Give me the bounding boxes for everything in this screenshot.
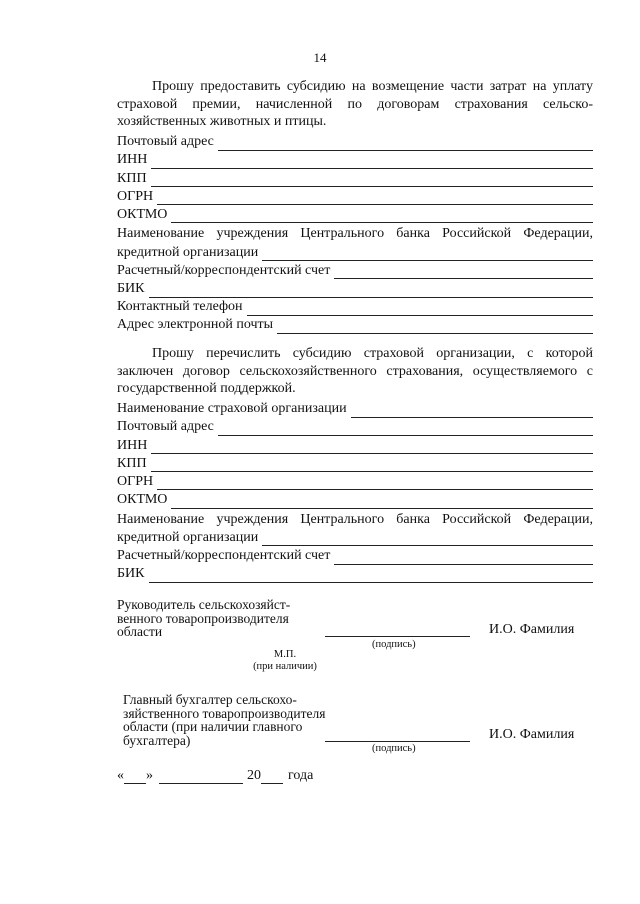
field-phone[interactable] [117,298,593,316]
input-line-insurer-bik[interactable] [149,569,594,583]
accountant-title-line-2: зяйственного товаропроизводителя [123,705,326,721]
label-insurer-ogrn: ОГРН [117,473,154,489]
field-inn[interactable] [117,151,593,169]
field-kpp[interactable] [117,169,593,187]
label-insurer-bank-name: Наименование учреждения Центрального банка Российской Федерации, [117,511,593,527]
input-line-insurer-name[interactable] [351,404,593,418]
accountant-title-line-4: бухгалтера) [123,732,191,748]
accountant-name-placeholder: И.О. Фамилия [489,727,575,742]
date-day-blank[interactable] [124,770,146,784]
label-postal-address: Почтовый адрес [117,134,214,150]
input-line-credit-org[interactable] [262,247,593,261]
head-title-line-2: венного товаропроизводителя [117,610,289,626]
label-email: Адрес электронной почты [117,317,274,333]
field-insurer-oktmo[interactable] [117,490,593,508]
input-line-bik[interactable] [149,284,594,298]
field-insurer-name[interactable] [117,400,593,418]
label-insurer-inn: ИНН [117,437,148,453]
field-insurer-ogrn[interactable] [117,472,593,490]
field-insurer-kpp[interactable] [117,454,593,472]
head-title [117,598,290,639]
label-ogrn: ОГРН [117,188,154,204]
input-line-kpp[interactable] [151,173,593,187]
section-subsidy-request [117,78,593,334]
label-bik: БИК [117,281,145,296]
label-inn: ИНН [117,152,148,168]
field-oktmo[interactable] [117,205,593,223]
input-line-insurer-account[interactable] [334,551,593,565]
input-line-email[interactable] [277,320,593,334]
head-signature-line[interactable] [325,636,470,637]
accountant-title [123,693,326,747]
field-credit-org[interactable] [117,243,593,261]
input-line-phone[interactable] [247,302,593,316]
input-line-insurer-inn[interactable] [151,440,593,454]
label-phone: Контактный телефон [117,299,243,315]
section-insurer-transfer [117,345,593,583]
date-year-blank[interactable] [261,770,283,784]
date-year-word: года [288,768,314,783]
input-line-oktmo[interactable] [171,209,593,223]
label-credit-org: кредитной организации [117,244,259,260]
stamp-label: М.П. [273,649,297,660]
input-line-insurer-postal[interactable] [218,422,593,436]
field-insurer-inn[interactable] [117,436,593,454]
label-insurer-account: Расчетный/корреспондентский счет [117,548,331,563]
field-postal-address[interactable] [117,133,593,151]
head-signature-caption: (подпись) [372,639,416,650]
field-insurer-credit-org[interactable] [117,528,593,546]
input-line-insurer-credit-org[interactable] [262,532,593,546]
field-email[interactable] [117,316,593,334]
label-insurer-postal: Почтовый адрес [117,419,214,435]
field-insurer-account[interactable] [117,546,593,564]
insurer-request-paragraph: Прошу перечислить субсидию страховой организации, с которой заключен договор сельскохозяйственного страхования, осуществляемого с государственной поддержкой. [117,346,593,396]
label-insurer-kpp: КПП [117,455,147,471]
head-name-placeholder: И.О. Фамилия [489,622,575,637]
accountant-title-line-1: Главный бухгалтер сельскохо- [123,692,297,707]
date-month-blank[interactable] [159,770,243,784]
date-close-quote: » [146,768,153,783]
label-insurer-oktmo: ОКТМО [117,492,168,508]
stamp-note: (при наличии) [253,661,317,672]
field-ogrn[interactable] [117,187,593,205]
head-title-line-1: Руководитель сельскохозяйст- [117,597,291,612]
date-line [117,768,313,784]
page-number: 14 [313,50,327,65]
field-bik[interactable] [117,279,593,297]
field-account[interactable] [117,261,593,279]
field-insurer-postal[interactable] [117,418,593,436]
label-insurer-name: Наименование страховой организации [117,401,347,417]
label-kpp: КПП [117,170,147,186]
input-line-account[interactable] [334,265,593,279]
label-bank-name: Наименование учреждения Центрального банка Российской Федерации, [117,226,593,242]
label-insurer-bik: БИК [117,566,145,582]
input-line-ogrn[interactable] [157,191,593,205]
input-line-postal-address[interactable] [218,137,593,151]
input-line-inn[interactable] [151,155,593,169]
date-century: 20 [247,768,261,783]
label-insurer-credit-org: кредитной организации [117,529,259,545]
field-insurer-bik[interactable] [117,565,593,583]
accountant-title-line-3: области (при наличии главного [123,719,303,734]
input-line-insurer-kpp[interactable] [151,458,593,472]
input-line-insurer-ogrn[interactable] [157,476,593,490]
accountant-signature-line[interactable] [325,741,470,742]
label-oktmo: ОКТМО [117,206,168,222]
accountant-signature-caption: (подпись) [372,743,416,754]
head-title-line-3: области [117,624,163,639]
label-account: Расчетный/корреспондентский счет [117,262,331,278]
date-open-quote: « [117,768,124,783]
input-line-insurer-oktmo[interactable] [171,495,593,509]
subsidy-request-paragraph: Прошу предоставить субсидию на возмещение части затрат на уплату страховой премии, начисленной по договорам страхования сельскохозяйственных животных и птицы. [117,79,593,129]
